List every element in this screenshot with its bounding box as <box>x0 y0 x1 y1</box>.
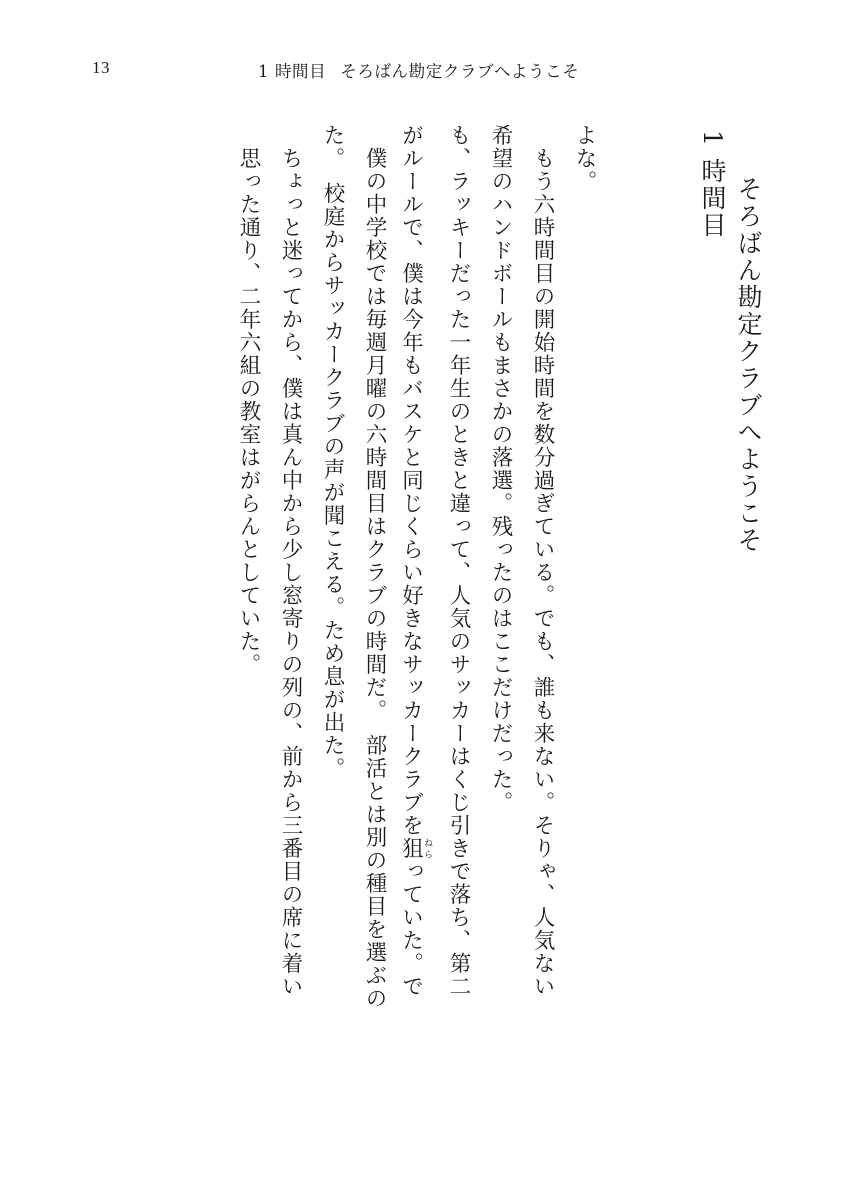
text-line: 思った通り、二年六組の教室はがらんとしていた。 <box>236 124 261 676</box>
text-line: も、ラッキーだった一年生のときと違って、人気のサッカーはくじ引きで落ち、第二 <box>446 124 471 998</box>
page-number: 13 <box>92 58 110 77</box>
running-head-title: そろばん勘定クラブへようこそ <box>340 62 580 81</box>
text-line: もう六時間目の開始時間を数分過ぎている。でも、誰も来ない。そりゃ、人気ない <box>530 124 555 998</box>
running-head <box>0 58 841 84</box>
chapter-heading <box>668 130 766 690</box>
chapter-number: 1 時間目 <box>698 130 727 239</box>
text-line: ちょっと迷ってから、僕は真ん中から少し窓寄りの列の、前から三番目の席に着い <box>278 124 303 998</box>
text-line: よな。 <box>572 124 597 193</box>
running-head-chapter: 1 時間目 <box>258 62 327 81</box>
text-line: がルールで、僕は今年もバスケと同じくらい好きなサッカークラブを狙ねらっていた。で <box>398 124 432 998</box>
page-body <box>60 108 780 1128</box>
chapter-title: そろばん勘定クラブへようこそ <box>734 176 763 554</box>
body-text-columns <box>222 124 600 1124</box>
running-head-text <box>258 58 579 82</box>
text-line: 希望のハンドボールもまさかの落選。残ったのはここだけだった。 <box>488 124 513 814</box>
ruby-annotation: 狙ねら <box>398 837 432 860</box>
text-line: 僕の中学校では毎週月曜の六時間目はクラブの時間だ。 部活とは別の種目を選ぶの <box>362 124 387 1011</box>
text-line: た。 校庭からサッカークラブの声が聞こえる。ため息が出た。 <box>320 124 345 781</box>
